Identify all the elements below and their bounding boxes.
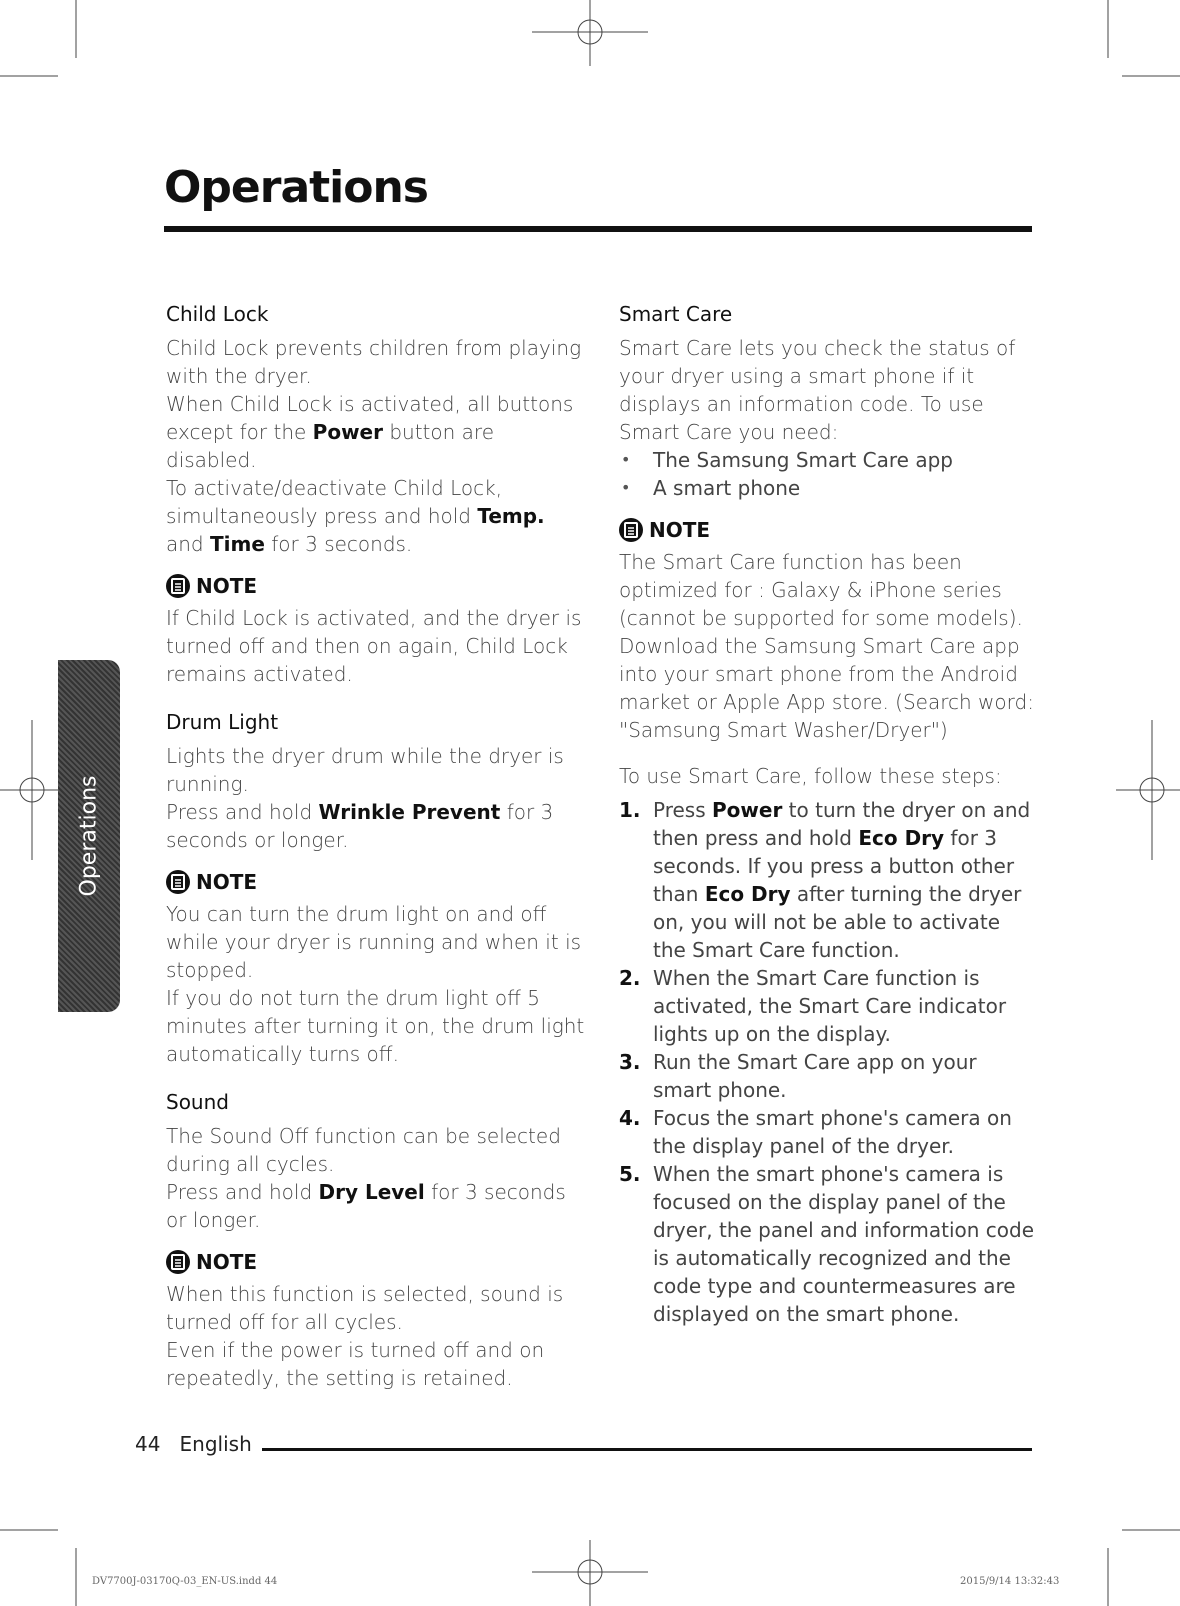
drum-light-note-text-1: You can turn the drum light on and off while your dryer is running and when it is stopped.	[166, 902, 582, 982]
list-item: 1. Press Power to turn the dryer on and then press and hold Eco Dry for 3 seconds. If you press a button other than Eco Dry after turning the dryer on, you will not be able to activate the Smart Care function.	[619, 798, 1031, 962]
note-label: NOTE	[196, 870, 258, 894]
side-tab-label: Operations	[76, 775, 102, 897]
note-icon	[619, 518, 643, 542]
steps-list	[619, 796, 1039, 1328]
step-number: 4.	[619, 1106, 641, 1130]
note-icon	[166, 1250, 190, 1274]
child-lock-text-2: When Child Lock is activated, all buttons except for the Power button are disabled.	[166, 392, 574, 472]
print-slug-date: 2015/9/14 13:32:43	[960, 1576, 1060, 1587]
note-header	[166, 868, 586, 896]
list-item: • A smart phone	[619, 474, 1039, 502]
note-label: NOTE	[649, 518, 711, 542]
drum-light-note-text-2: If you do not turn the drum light off 5 minutes after turning it on, the drum light automatically turns off.	[166, 986, 585, 1066]
page-title: Operations	[164, 162, 428, 213]
child-lock-note-text: If Child Lock is activated, and the dryer is turned off and then on again, Child Lock remains activated.	[166, 606, 582, 686]
note-header	[166, 1248, 586, 1276]
requirements-list	[619, 446, 1039, 502]
footer-rule	[262, 1448, 1032, 1451]
step-number: 3.	[619, 1050, 641, 1074]
list-item: 2. When the Smart Care function is activated, the Smart Care indicator lights up on the display.	[619, 966, 1007, 1046]
wrinkle-prevent-button-ref: Wrinkle Prevent	[318, 800, 501, 824]
drum-light-text-2: Press and hold Wrinkle Prevent for 3 seconds or longer.	[166, 800, 554, 852]
eco-dry-button-ref: Eco Dry	[858, 826, 945, 850]
drum-light-section	[166, 708, 586, 1068]
sound-note-text-1: When this function is selected, sound is turned off for all cycles.	[166, 1282, 564, 1334]
step-number: 2.	[619, 966, 641, 990]
power-button-ref: Power	[312, 420, 383, 444]
list-item: 3. Run the Smart Care app on your smart phone.	[619, 1050, 977, 1102]
child-lock-text-1: Child Lock prevents children from playing with the dryer.	[166, 336, 582, 388]
right-column	[619, 300, 1039, 1348]
print-slug-file: DV7700J-03170Q-03_EN-US.indd 44	[92, 1576, 278, 1587]
power-button-ref: Power	[712, 798, 783, 822]
smart-care-section	[619, 300, 1039, 1328]
child-lock-text-3: To activate/deactivate Child Lock, simultaneously press and hold Temp. and Time for 3 seconds.	[166, 476, 545, 556]
drum-light-text-1: Lights the dryer drum while the dryer is running.	[166, 744, 564, 796]
dry-level-button-ref: Dry Level	[318, 1180, 425, 1204]
sound-text-2: Press and hold Dry Level for 3 seconds or longer.	[166, 1180, 566, 1232]
title-rule	[164, 226, 1032, 232]
temp-button-ref: Temp.	[477, 504, 545, 528]
step-number: 1.	[619, 798, 641, 822]
drum-light-heading: Drum Light	[166, 710, 279, 734]
list-item: • The Samsung Smart Care app	[619, 446, 1039, 474]
smart-care-note-text-1: The Smart Care function has been optimized for : Galaxy & iPhone series (cannot be supported for some models).	[619, 550, 1023, 630]
side-tab	[58, 660, 120, 1012]
note-header	[619, 516, 1039, 544]
note-label: NOTE	[196, 1250, 258, 1274]
left-column	[166, 300, 586, 1412]
smart-care-note-text-2: Download the Samsung Smart Care app into your smart phone from the Android market or Apple App store. (Search word: "Samsung Smart Washer/Dryer")	[619, 634, 1034, 742]
page-number: 44	[135, 1432, 161, 1456]
step-number: 5.	[619, 1162, 641, 1186]
list-item: 5. When the smart phone's camera is focused on the display panel of the dryer, the panel and information code is automatically recognized and the code type and countermeasures are displayed on the smart phone.	[619, 1162, 1035, 1326]
steps-intro: To use Smart Care, follow these steps:	[619, 764, 1002, 788]
list-item: 4. Focus the smart phone's camera on the display panel of the dryer.	[619, 1106, 1012, 1158]
time-button-ref: Time	[209, 532, 265, 556]
child-lock-heading: Child Lock	[166, 302, 269, 326]
note-icon	[166, 870, 190, 894]
note-icon	[166, 574, 190, 598]
sound-section	[166, 1088, 586, 1392]
note-label: NOTE	[196, 574, 258, 598]
smart-care-text-1: Smart Care lets you check the status of your dryer using a smart phone if it displays an information code. To use Smart Care you need:	[619, 336, 1016, 444]
footer-language: English	[179, 1432, 252, 1456]
smart-care-heading: Smart Care	[619, 302, 733, 326]
page-footer	[135, 1432, 252, 1456]
sound-heading: Sound	[166, 1090, 229, 1114]
note-header	[166, 572, 586, 600]
eco-dry-button-ref: Eco Dry	[704, 882, 791, 906]
sound-note-text-2: Even if the power is turned off and on repeatedly, the setting is retained.	[166, 1338, 545, 1390]
child-lock-section	[166, 300, 586, 688]
sound-text-1: The Sound Off function can be selected during all cycles.	[166, 1124, 561, 1176]
